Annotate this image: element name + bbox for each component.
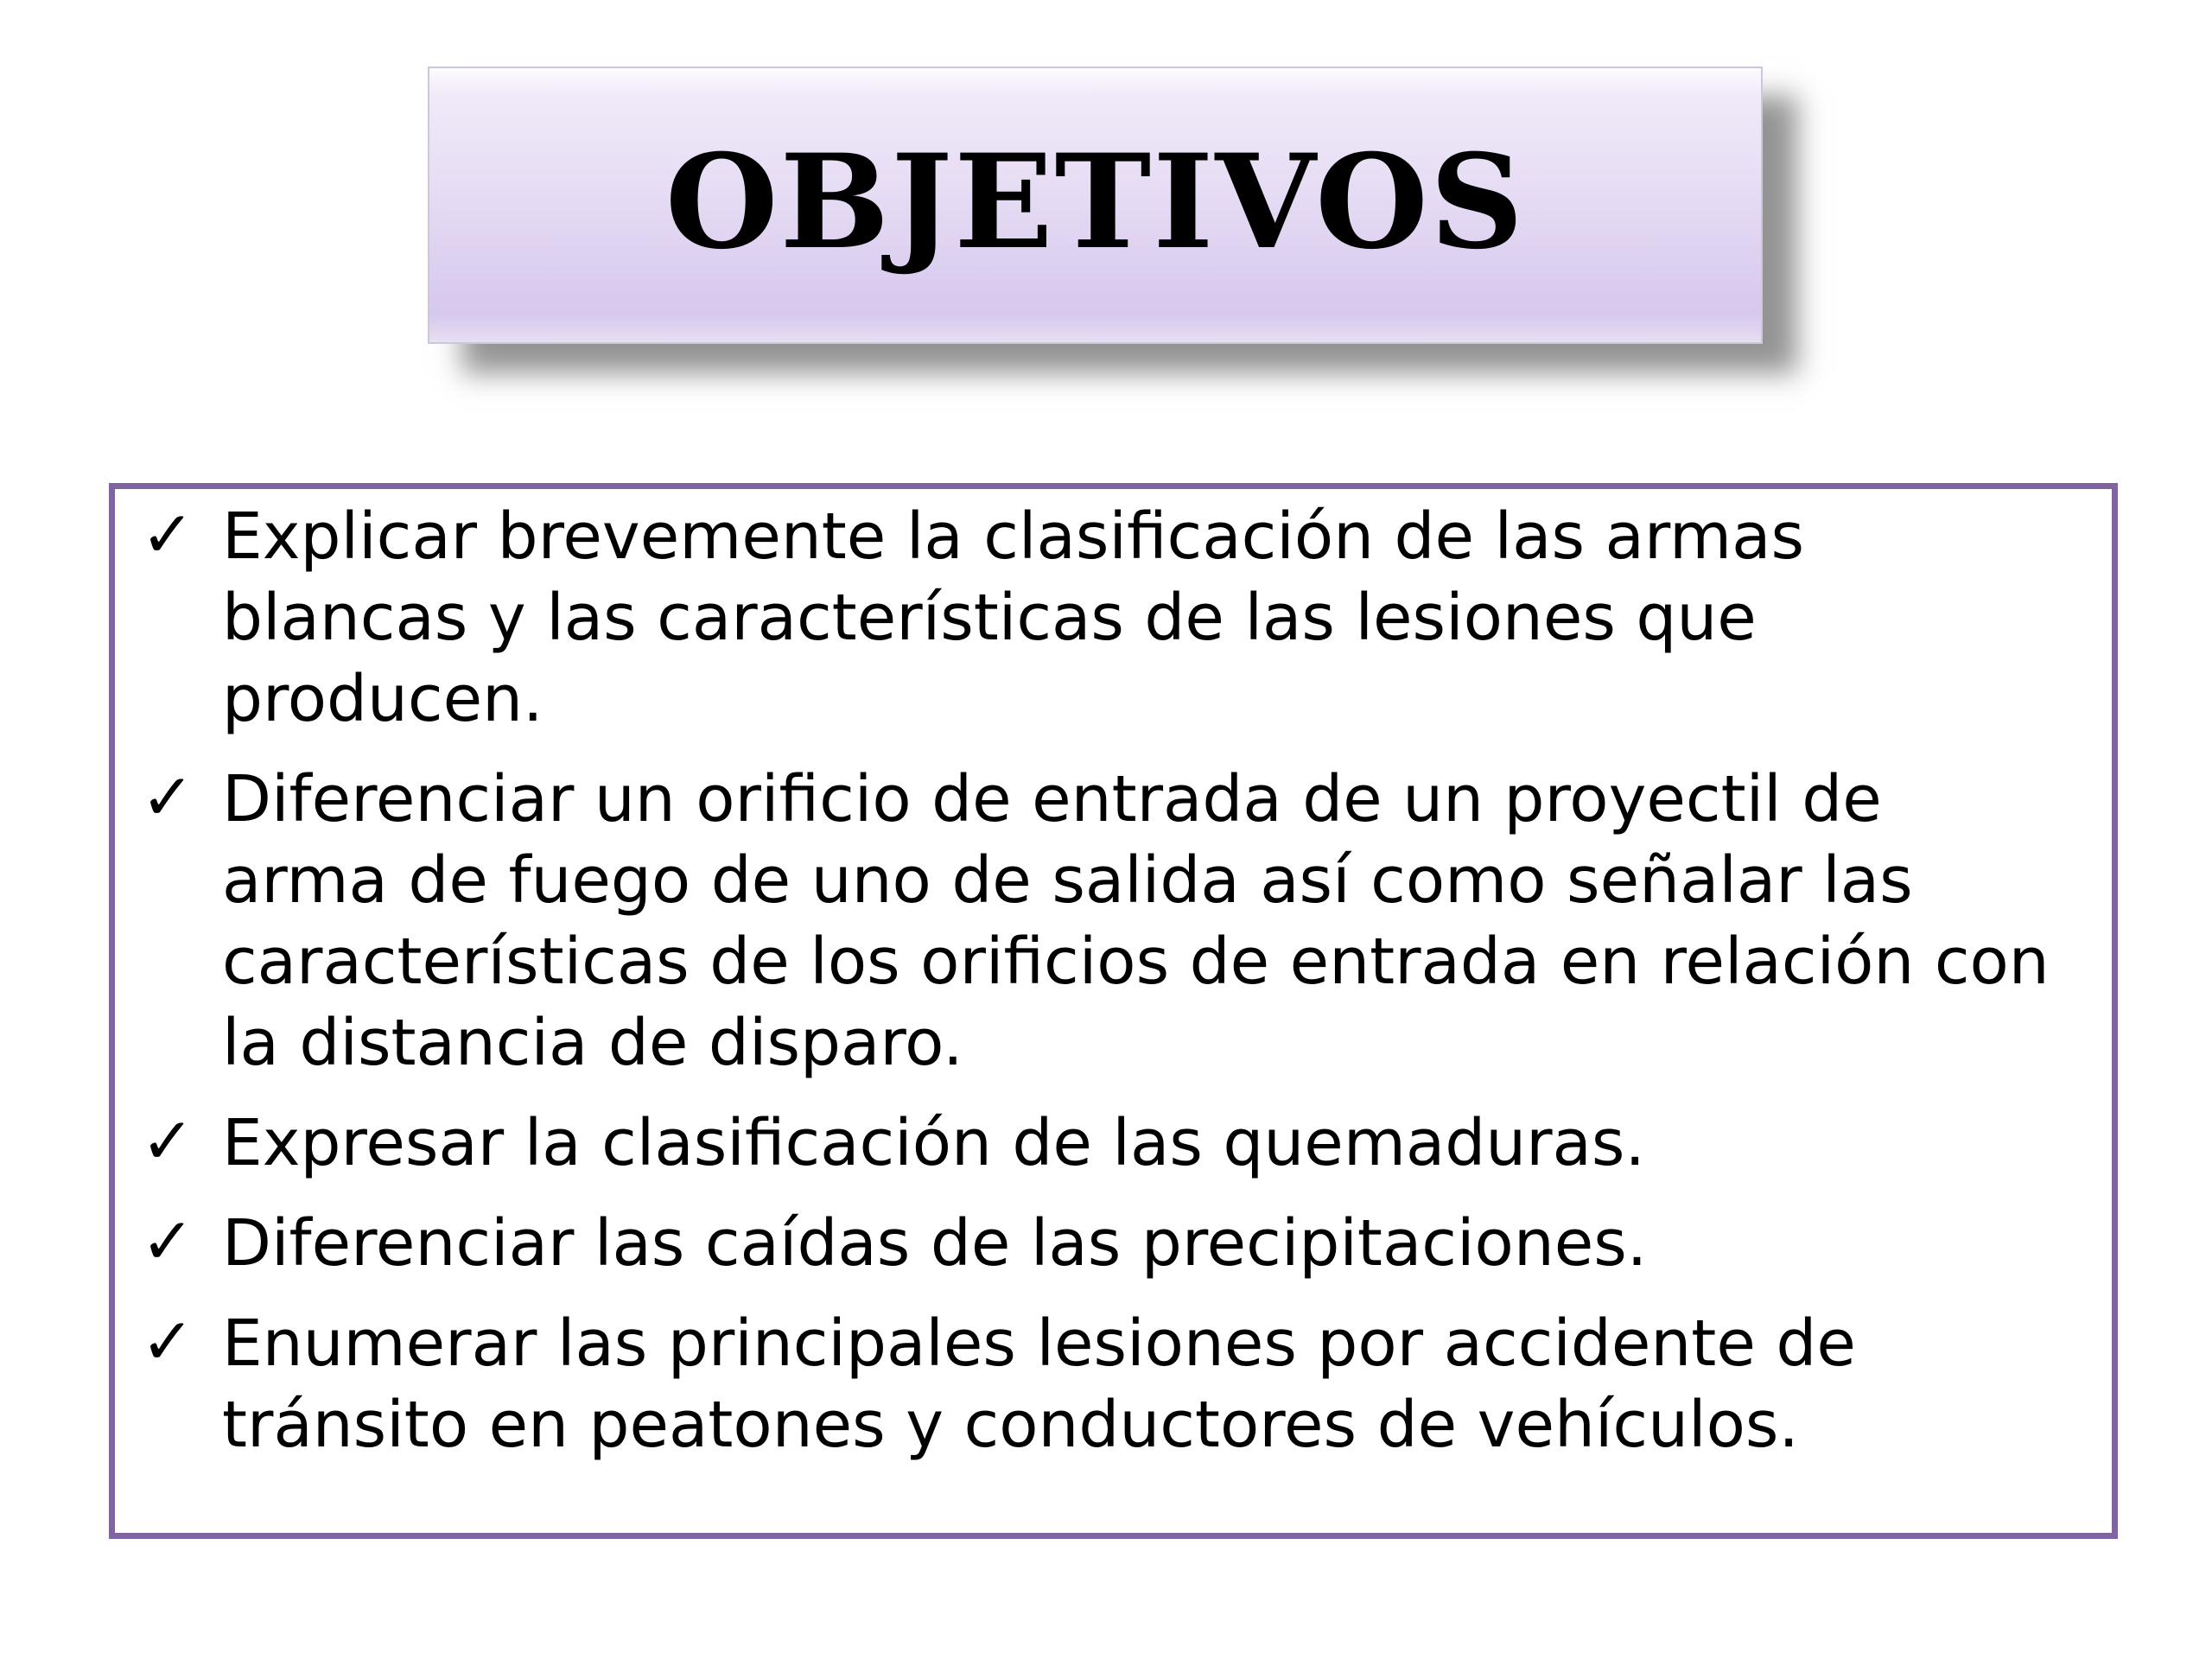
objective-text: Diferenciar un orificio de entrada de un proyectil de arma de fuego de uno de salida así como señalar las características de los orificios de entrada en relación con la distancia de disparo. bbox=[222, 762, 2050, 1080]
objective-text: Enumerar las principales lesiones por accidente de tránsito en peatones y conductores de vehículos. bbox=[222, 1306, 1856, 1462]
objective-text: Explicar brevemente la clasificación de las armas blancas y las características de las lesiones que producen. bbox=[222, 499, 1804, 736]
objectives-box bbox=[109, 483, 2118, 1539]
title-banner bbox=[428, 67, 1763, 344]
objective-text: Expresar la clasificación de las quemaduras. bbox=[222, 1106, 1645, 1180]
checkmark-icon: ✓ bbox=[141, 1205, 195, 1279]
list-item bbox=[141, 1303, 2060, 1465]
list-item bbox=[141, 1103, 2060, 1184]
checkmark-icon: ✓ bbox=[141, 498, 195, 572]
checkmark-icon: ✓ bbox=[141, 1104, 195, 1179]
list-item bbox=[141, 496, 2060, 740]
objectives-list bbox=[115, 489, 2112, 1465]
list-item bbox=[141, 759, 2060, 1084]
checkmark-icon: ✓ bbox=[141, 760, 195, 835]
checkmark-icon: ✓ bbox=[141, 1305, 195, 1379]
page-title: OBJETIVOS bbox=[664, 125, 1526, 278]
objective-text: Diferenciar las caídas de las precipitaciones. bbox=[222, 1206, 1648, 1281]
list-item bbox=[141, 1203, 2060, 1284]
